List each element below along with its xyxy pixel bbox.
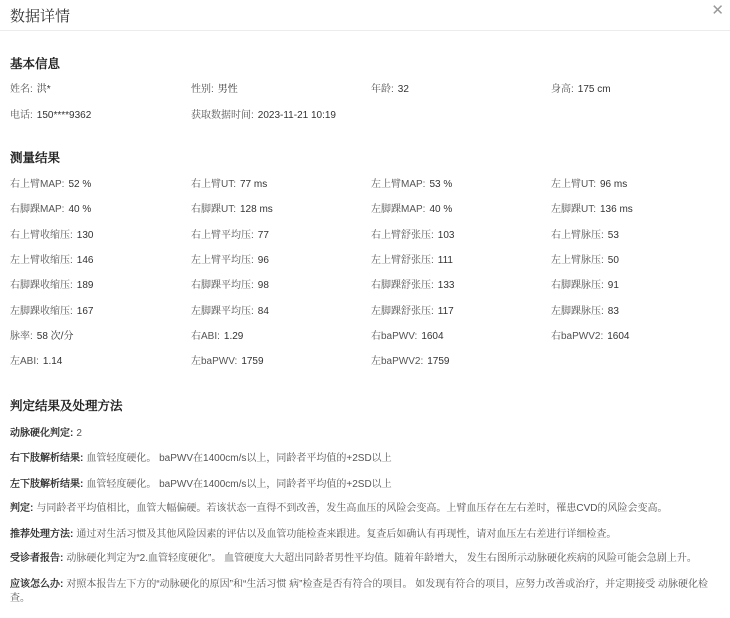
- measurement-field: [191, 280, 269, 292]
- measurement-value: 40 %: [429, 204, 453, 216]
- measurement-label: 左上臂舒张压:: [371, 254, 434, 266]
- measurement-value: 128 ms: [240, 204, 273, 216]
- measurement-field: [191, 356, 264, 368]
- measurement-value: 133: [437, 280, 455, 292]
- measurement-label: 左ABI:: [10, 356, 39, 368]
- measurement-value: 117: [437, 305, 454, 317]
- measurement-label: 左baPWV2:: [371, 356, 424, 368]
- basic-info-value: 2023-11-21 10:19: [257, 110, 336, 121]
- measurement-field: [10, 356, 62, 368]
- measurement-value: 98: [257, 280, 269, 292]
- basic-info-label: 姓名:: [10, 84, 33, 95]
- measurement-field: [10, 255, 93, 267]
- measurement-label: 右ABI:: [191, 330, 220, 342]
- measurement-label: 左上臂MAP:: [371, 179, 426, 190]
- judgement-label: 受诊者报告:: [10, 553, 64, 564]
- measurement-field: [371, 255, 453, 267]
- measurement-label: 右上臂脉压:: [551, 229, 604, 241]
- measurement-value: 146: [76, 254, 94, 266]
- measurement-field: [551, 179, 627, 191]
- judgement-item: [10, 502, 722, 516]
- section-title-measurement: 测量结果: [10, 151, 61, 165]
- measurement-value: 53: [607, 229, 619, 241]
- measurement-value: 136 ms: [600, 204, 633, 216]
- measurement-field: [371, 230, 454, 242]
- measurement-label: 左脚踝MAP:: [371, 204, 426, 216]
- measurement-label: 左上臂UT:: [551, 179, 596, 190]
- measurement-value: 40 %: [68, 204, 92, 216]
- judgement-text: 动脉硬化判定为“2.血管轻度硬化”。 血管硬度大大超出同龄者男性平均值。随着年龄增大， 发生右图所示动脉硬化疾病的风险可能会急剧上升。: [66, 553, 697, 564]
- section-title-basic-info: 基本信息: [10, 57, 61, 71]
- judgement-item: [10, 552, 722, 566]
- measurement-value: 167: [76, 305, 94, 317]
- measurement-value: 130: [76, 229, 94, 241]
- basic-info-field: [551, 84, 611, 96]
- measurement-value: 103: [437, 229, 455, 241]
- measurement-field: [10, 230, 93, 242]
- measurement-label: 右脚踝MAP:: [10, 204, 65, 216]
- measurement-field: [371, 179, 452, 191]
- judgement-text: 与同龄者平均值相比，血管大幅偏硬。若该状态一直得不到改善，发生高血压的风险会变高。上臂血压存在左右差时，罹患CVD的风险会变高。: [36, 503, 668, 514]
- measurement-field: [191, 230, 269, 242]
- measurement-label: 左上臂收缩压:: [10, 254, 73, 266]
- measurement-value: 50: [607, 254, 619, 266]
- measurement-field: [371, 204, 452, 216]
- basic-info-field: [371, 84, 409, 96]
- measurement-label: 右baPWV:: [371, 330, 418, 342]
- measurement-label: 左脚踝收缩压:: [10, 305, 73, 317]
- measurement-label: 右上臂收缩压:: [10, 229, 73, 241]
- judgement-label: 判定:: [10, 503, 34, 514]
- measurement-value: 1759: [241, 356, 264, 368]
- measurement-label: 右脚踝UT:: [191, 204, 236, 216]
- measurement-value: 84: [257, 305, 269, 317]
- measurement-label: 左上臂脉压:: [551, 254, 604, 266]
- measurement-value: 1604: [607, 330, 630, 342]
- measurement-label: 右baPWV2:: [551, 330, 604, 342]
- judgement-label: 左下肢解析结果:: [10, 479, 84, 490]
- measurement-label: 左脚踝舒张压:: [371, 305, 434, 317]
- measurement-field: [10, 306, 93, 318]
- judgement-item: [10, 478, 722, 492]
- measurement-value: 52 %: [68, 179, 92, 190]
- measurement-field: [371, 356, 450, 368]
- basic-info-label: 性别:: [191, 84, 214, 95]
- judgement-label: 应该怎么办:: [10, 579, 64, 590]
- judgement-text: 血管轻度硬化。 baPWV在1400cm/s以上，同龄者平均值的+2SD以上: [86, 453, 392, 464]
- close-icon[interactable]: ✕: [711, 2, 724, 19]
- measurement-label: 右上臂舒张压:: [371, 229, 434, 241]
- measurement-value: 1.29: [223, 330, 244, 342]
- measurement-label: 左baPWV:: [191, 356, 238, 368]
- judgement-text: 2: [76, 428, 82, 439]
- measurement-value: 111: [437, 254, 453, 266]
- measurement-field: [10, 331, 73, 343]
- measurement-value: 77 ms: [240, 179, 268, 190]
- measurement-field: [551, 306, 619, 318]
- judgement-item: [10, 452, 722, 466]
- measurement-label: 右脚踝平均压:: [191, 280, 254, 292]
- measurement-value: 189: [76, 280, 94, 292]
- measurement-value: 1.14: [42, 356, 63, 368]
- measurement-field: [371, 331, 444, 343]
- judgement-text: 血管轻度硬化。 baPWV在1400cm/s以上，同龄者平均值的+2SD以上: [86, 479, 392, 490]
- measurement-field: [371, 280, 454, 292]
- basic-info-label: 年龄:: [371, 84, 394, 95]
- measurement-label: 右上臂MAP:: [10, 179, 65, 190]
- measurement-field: [191, 331, 243, 343]
- judgement-label: 右下肢解析结果:: [10, 453, 84, 464]
- basic-info-value: 150****9362: [36, 110, 92, 121]
- measurement-field: [551, 255, 619, 267]
- measurement-field: [551, 280, 619, 292]
- measurement-value: 53 %: [429, 179, 453, 190]
- basic-info-field: [191, 110, 336, 122]
- basic-info-value: 男性: [217, 84, 238, 95]
- measurement-field: [551, 230, 619, 242]
- measurement-label: 右上臂UT:: [191, 179, 236, 190]
- measurement-label: 左脚踝UT:: [551, 204, 596, 216]
- basic-info-field: [191, 84, 238, 96]
- basic-info-value: 洪*: [36, 84, 51, 95]
- measurement-field: [191, 255, 269, 267]
- dialog-title: 数据详情: [10, 8, 71, 25]
- basic-info-value: 175 cm: [577, 84, 611, 95]
- measurement-value: 96 ms: [600, 179, 628, 190]
- measurement-label: 右脚踝舒张压:: [371, 280, 434, 292]
- judgement-label: 动脉硬化判定:: [10, 428, 74, 439]
- measurement-label: 右脚踝脉压:: [551, 280, 604, 292]
- basic-info-label: 身高:: [551, 84, 574, 95]
- measurement-value: 1604: [421, 330, 444, 342]
- measurement-field: [191, 179, 267, 191]
- measurement-value: 96: [257, 254, 269, 266]
- dialog-header: [0, 0, 730, 31]
- measurement-field: [191, 306, 269, 318]
- measurement-field: [10, 179, 91, 191]
- measurement-label: 右脚踝收缩压:: [10, 280, 73, 292]
- measurement-label: 左脚踝平均压:: [191, 305, 254, 317]
- measurement-field: [10, 280, 93, 292]
- measurement-label: 左上臂平均压:: [191, 254, 254, 266]
- basic-info-field: [10, 84, 51, 96]
- measurement-label: 脉率:: [10, 330, 33, 342]
- measurement-field: [551, 331, 630, 343]
- judgement-text: 对照本报告左下方的“动脉硬化的原因”和“生活习惯 病”检查是否有符合的项目。 如发现有符合的项目，应努力改善或治疗，并定期接受 动脉硬化检查。: [10, 579, 708, 604]
- measurement-value: 91: [607, 280, 619, 292]
- measurement-value: 77: [257, 229, 269, 241]
- judgement-item: [10, 578, 722, 606]
- measurement-field: [10, 204, 91, 216]
- basic-info-field: [10, 110, 91, 122]
- judgement-label: 推荐处理方法:: [10, 529, 74, 540]
- judgement-text: 通过对生活习惯及其他风险因素的评估以及血管功能检查来跟进。复查后如确认有再现性，请对血压左右差进行详细检查。: [76, 529, 617, 540]
- measurement-value: 1759: [427, 356, 450, 368]
- measurement-value: 58 次/分: [36, 330, 74, 342]
- basic-info-value: 32: [397, 84, 409, 95]
- section-title-judgement: 判定结果及处理方法: [10, 399, 123, 413]
- measurement-field: [371, 306, 454, 318]
- measurement-label: 右上臂平均压:: [191, 229, 254, 241]
- basic-info-label: 电话:: [10, 110, 33, 121]
- measurement-field: [191, 204, 273, 216]
- basic-info-label: 获取数据时间:: [191, 110, 254, 121]
- judgement-item: [10, 427, 722, 441]
- measurement-value: 83: [607, 305, 619, 317]
- measurement-label: 左脚踝脉压:: [551, 305, 604, 317]
- measurement-field: [551, 204, 633, 216]
- judgement-item: [10, 528, 722, 542]
